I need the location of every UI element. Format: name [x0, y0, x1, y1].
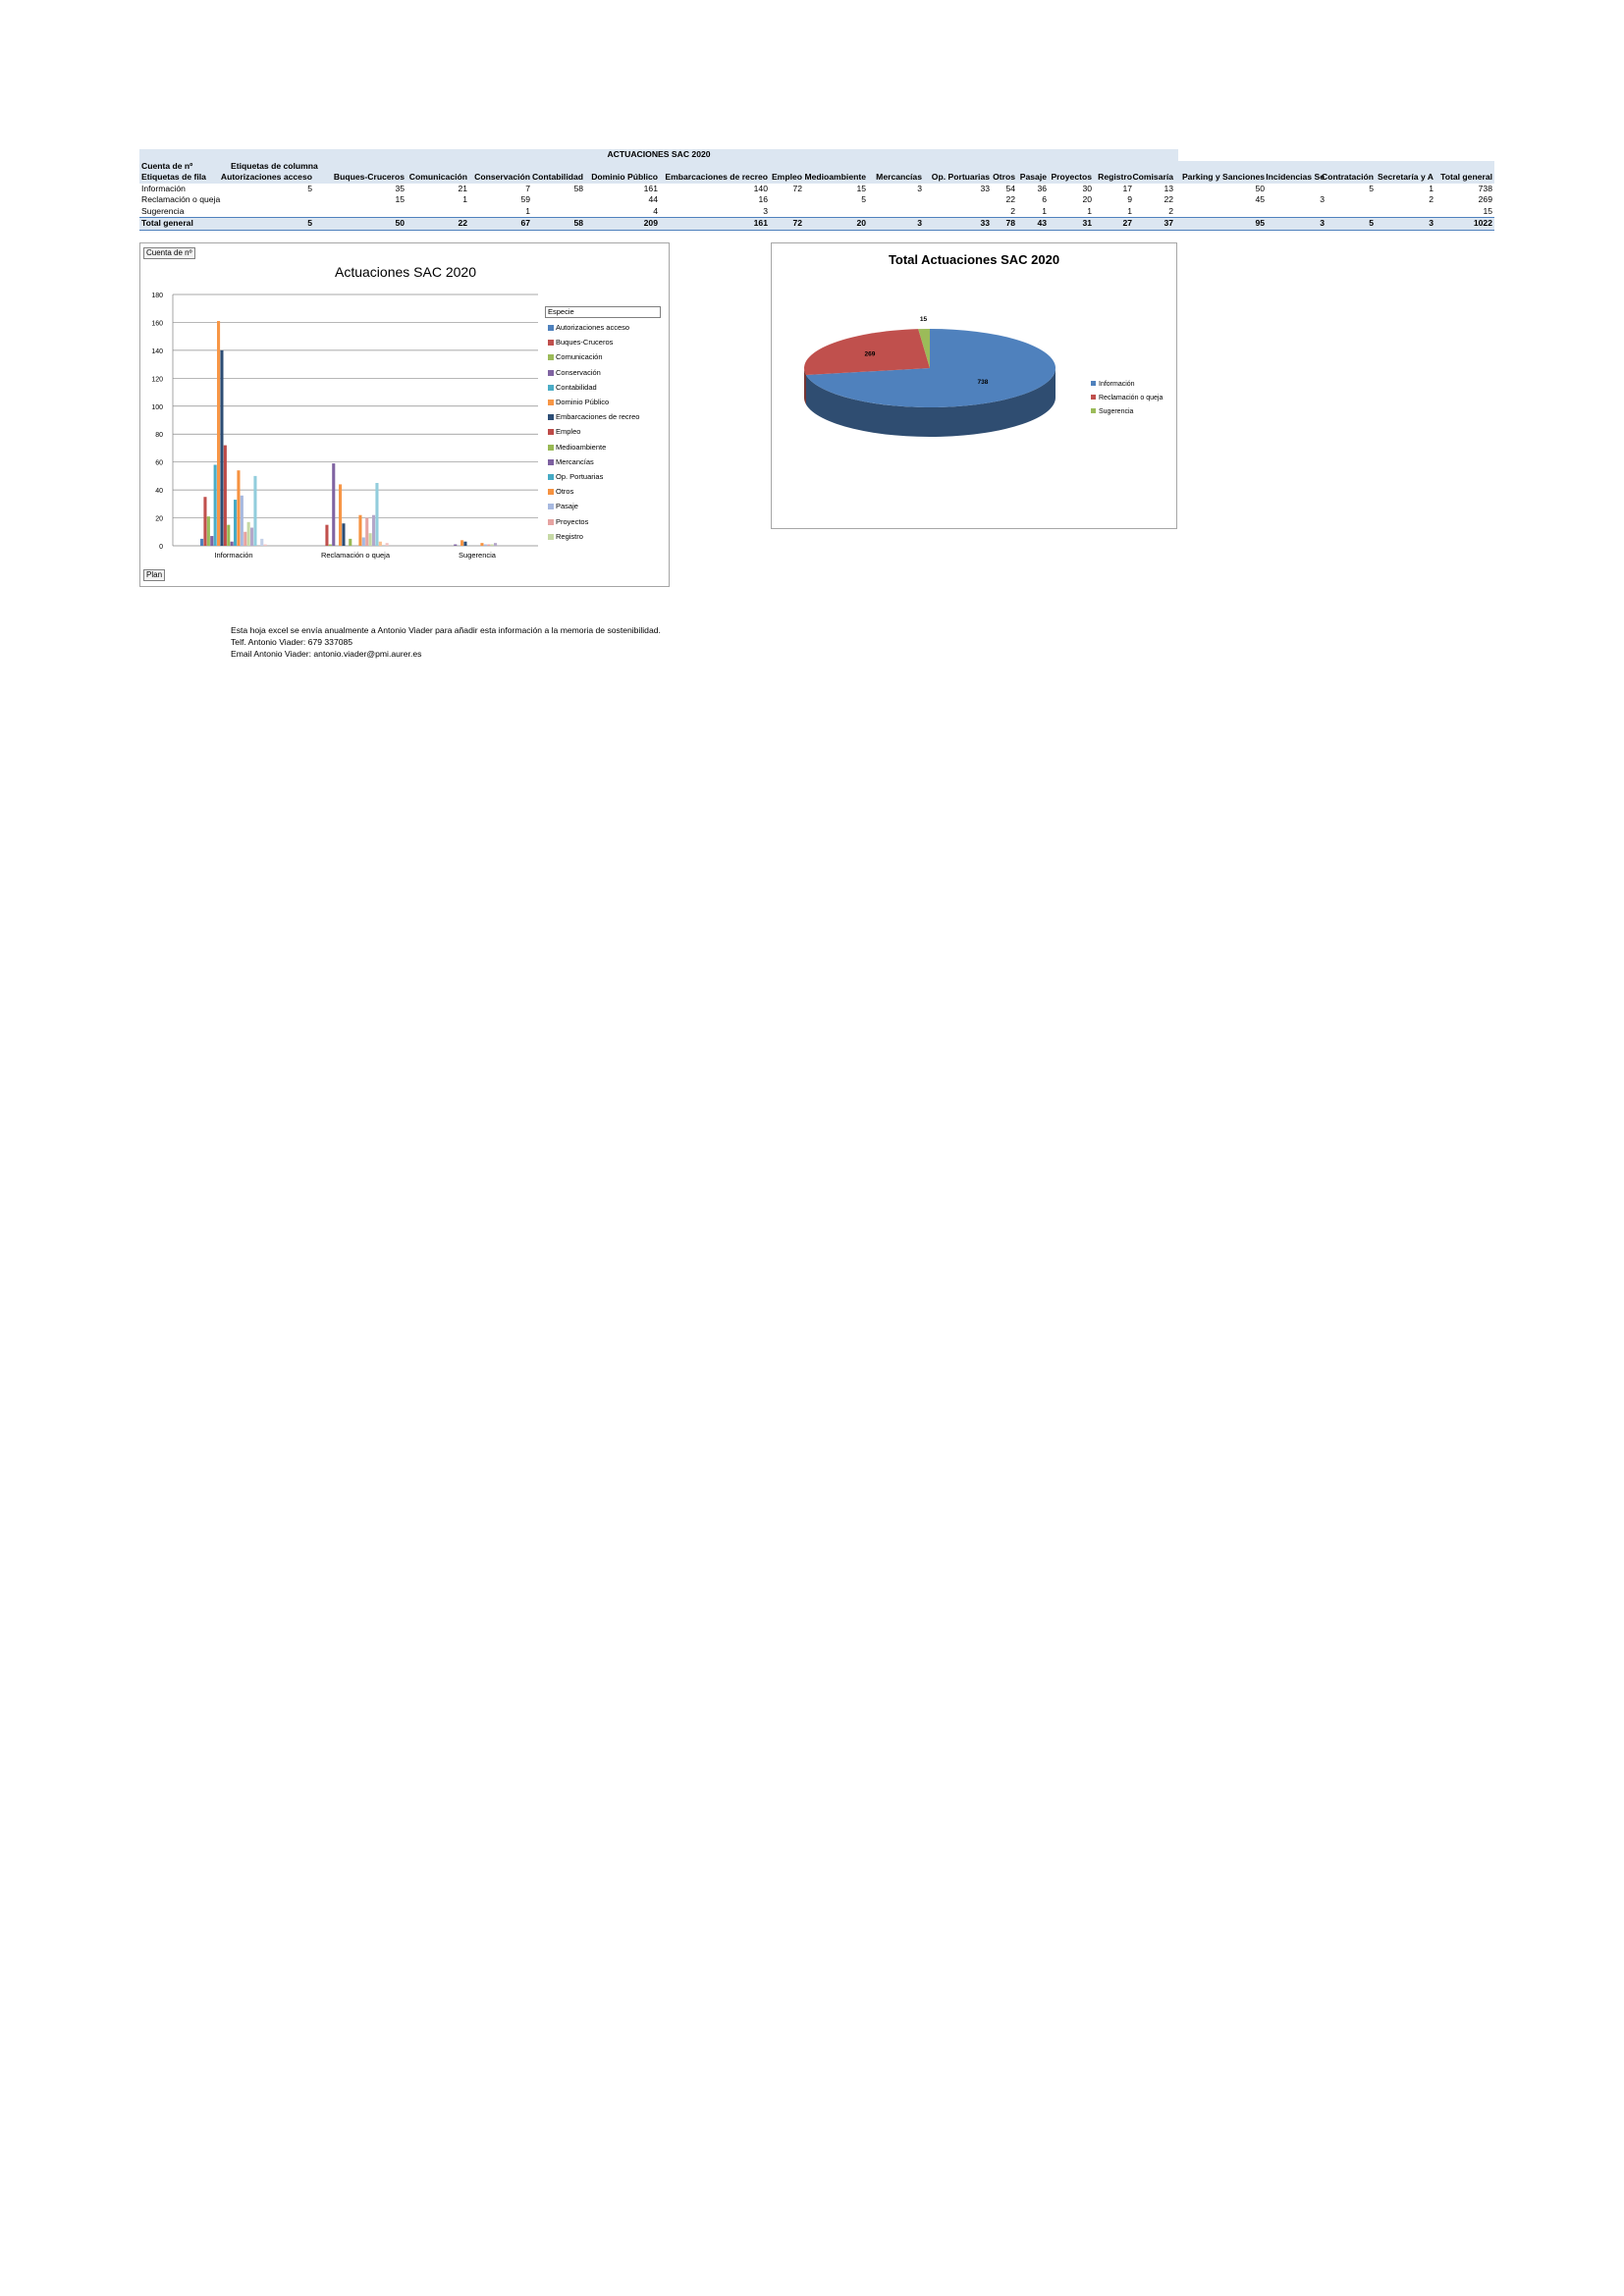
pivot-cell: 20 — [856, 218, 866, 228]
bar[interactable] — [247, 522, 250, 546]
pivot-cell: 58 — [573, 218, 583, 228]
pivot-row — [139, 194, 1494, 206]
bar[interactable] — [494, 543, 497, 546]
y-tick-label: 160 — [151, 320, 163, 328]
pivot-cell: 16 — [758, 194, 768, 204]
legend-entry — [548, 338, 613, 347]
report-filter-button[interactable]: Plan — [143, 569, 165, 581]
bar[interactable] — [487, 545, 490, 546]
legend-swatch — [548, 400, 554, 405]
bar[interactable] — [480, 543, 483, 546]
x-tick-label: Sugerencia — [459, 551, 496, 560]
legend-entry — [548, 323, 629, 332]
pivot-cell: 15 — [395, 194, 405, 204]
pivot-cell: 22 — [1005, 194, 1015, 204]
legend-swatch — [548, 429, 554, 435]
bar[interactable] — [325, 525, 328, 546]
pivot-cell: 4 — [653, 205, 658, 216]
bar[interactable] — [253, 476, 256, 546]
legend-label: Contabilidad — [556, 382, 597, 392]
pivot-column-header[interactable]: Total general — [1440, 172, 1492, 182]
legend-entry — [548, 383, 597, 392]
pivot-cell: 36 — [1037, 183, 1047, 193]
legend-swatch — [548, 459, 554, 465]
bar[interactable] — [200, 539, 203, 546]
pivot-column-header[interactable]: Buques-Cruceros — [333, 172, 405, 182]
pivot-cell: 50 — [395, 218, 405, 228]
pie-chart-title: Total Actuaciones SAC 2020 — [888, 252, 1060, 267]
y-tick-label: 60 — [155, 459, 163, 467]
pivot-column-header[interactable]: Embarcaciones de recreo — [665, 172, 768, 182]
pivot-total-row — [139, 217, 1494, 231]
bar[interactable] — [332, 463, 335, 546]
pivot-header-row-1 — [139, 161, 1494, 173]
pivot-cell: 161 — [753, 218, 768, 228]
pivot-cell: 140 — [753, 183, 768, 193]
bar[interactable] — [244, 532, 246, 546]
legend-label: Conservación — [556, 367, 601, 377]
pivot-column-header[interactable]: Empleo — [771, 172, 802, 182]
pivot-cell: 27 — [1122, 218, 1132, 228]
bar[interactable] — [250, 528, 253, 546]
y-tick-label: 0 — [159, 544, 163, 551]
pivot-column-header[interactable]: Secretaría y A — [1377, 172, 1434, 182]
pivot-cell: 67 — [520, 218, 530, 228]
bar[interactable] — [231, 542, 234, 546]
bar[interactable] — [463, 542, 466, 546]
bar[interactable] — [372, 515, 375, 546]
pivot-cell: 58 — [573, 183, 583, 193]
pivot-cell: 72 — [792, 183, 802, 193]
pivot-cell: 2 — [1429, 194, 1434, 204]
pivot-cell: 95 — [1255, 218, 1265, 228]
bar[interactable] — [369, 533, 372, 546]
pivot-cell: 17 — [1122, 183, 1132, 193]
pivot-cell: 44 — [648, 194, 658, 204]
pivot-row-label[interactable]: Total general — [141, 218, 193, 228]
y-tick-label: 100 — [151, 403, 163, 411]
bar[interactable] — [227, 525, 230, 546]
bar[interactable] — [210, 536, 213, 546]
legend-swatch — [548, 534, 554, 540]
legend-entry — [548, 517, 588, 526]
legend-entry — [548, 472, 603, 481]
pivot-cell: 35 — [395, 183, 405, 193]
bar-chart-legend — [545, 306, 663, 571]
pivot-cell: 30 — [1082, 183, 1092, 193]
pivot-cell: 1 — [1042, 205, 1047, 216]
pie-legend-swatch — [1091, 381, 1096, 386]
legend-entry — [548, 443, 606, 452]
pivot-column-area-label[interactable]: Etiquetas de columna — [231, 160, 318, 171]
pivot-cell: 1 — [1127, 205, 1132, 216]
pivot-cell: 54 — [1005, 183, 1015, 193]
legend-entry — [548, 368, 601, 377]
bar[interactable] — [207, 516, 210, 546]
pivot-column-header[interactable]: Comisaría — [1132, 172, 1173, 182]
x-tick-label: Reclamación o queja — [320, 551, 391, 560]
bar[interactable] — [386, 543, 389, 546]
pivot-column-header[interactable]: Contratación — [1322, 172, 1374, 182]
pie-data-label: 738 — [977, 379, 989, 387]
pivot-cell: 5 — [1369, 218, 1374, 228]
pivot-cell: 5 — [861, 194, 866, 204]
y-tick-label: 180 — [151, 293, 163, 299]
pivot-column-header[interactable]: Mercancías — [876, 172, 922, 182]
pivot-column-header[interactable]: Pasaje — [1019, 172, 1047, 182]
pivot-column-header[interactable]: Registro — [1098, 172, 1132, 182]
pivot-cell: 1 — [525, 205, 530, 216]
bar[interactable] — [217, 321, 220, 546]
pivot-row-label[interactable]: Información — [141, 183, 186, 193]
pivot-cell: 1 — [1087, 205, 1092, 216]
legend-label: Pasaje — [556, 502, 578, 511]
pivot-header-row-2 — [139, 172, 1494, 184]
legend-entry — [548, 502, 578, 510]
legend-label: Autorizaciones acceso — [556, 323, 630, 332]
legend-label: Embarcaciones de recreo — [556, 412, 640, 422]
pie-legend-label: Sugerencia — [1099, 408, 1134, 415]
pivot-cell: 1 — [1429, 183, 1434, 193]
pivot-cell: 5 — [307, 218, 312, 228]
bar[interactable] — [237, 470, 240, 546]
pivot-cell: 5 — [1369, 183, 1374, 193]
legend-label: Buques-Cruceros — [556, 338, 614, 347]
pivot-cell: 3 — [763, 205, 768, 216]
legend-swatch — [548, 504, 554, 509]
legend-swatch — [548, 519, 554, 525]
bar[interactable] — [491, 545, 494, 546]
pivot-row-area-label[interactable]: Etiquetas de fila — [141, 172, 206, 182]
bar[interactable] — [224, 446, 227, 546]
bar[interactable] — [342, 523, 345, 546]
bar[interactable] — [220, 350, 223, 546]
pivot-cell: 72 — [792, 218, 802, 228]
bar[interactable] — [203, 497, 206, 546]
pivot-column-header[interactable]: Dominio Público — [591, 172, 658, 182]
pivot-row — [139, 206, 1494, 218]
legend-swatch — [548, 489, 554, 495]
bar[interactable] — [214, 465, 217, 546]
pivot-cell: 161 — [643, 183, 658, 193]
pivot-column-header[interactable]: Comunicación — [408, 172, 467, 182]
legend-label: Medioambiente — [556, 442, 607, 452]
pivot-cell: 2 — [1168, 205, 1173, 216]
pivot-column-header[interactable]: Medioambiente — [804, 172, 866, 182]
pivot-column-header[interactable]: Incidencias Se — [1266, 172, 1325, 182]
pivot-row-label[interactable]: Reclamación o queja — [141, 194, 221, 204]
legend-swatch — [548, 354, 554, 360]
bar[interactable] — [339, 484, 342, 546]
bar[interactable] — [484, 545, 487, 546]
pivot-cell: 738 — [1478, 183, 1492, 193]
pivot-row-label[interactable]: Sugerencia — [141, 205, 185, 216]
bar[interactable] — [365, 518, 368, 546]
bar[interactable] — [264, 545, 267, 546]
legend-swatch — [548, 370, 554, 376]
pivot-cell: 22 — [458, 218, 467, 228]
pivot-cell: 37 — [1164, 218, 1173, 228]
pivot-cell: 33 — [980, 218, 990, 228]
notes-block — [231, 624, 661, 660]
pivot-cell: 31 — [1082, 218, 1092, 228]
note-line-2: Telf. Antonio Viader: 679 337085 — [231, 637, 353, 647]
pie-data-label: 269 — [864, 350, 876, 358]
pivot-cell: 22 — [1164, 194, 1173, 204]
pivot-column-header[interactable]: Conservación — [474, 172, 530, 182]
pivot-column-header[interactable]: Proyectos — [1051, 172, 1092, 182]
pivot-cell: 2 — [1010, 205, 1015, 216]
legend-entry — [548, 352, 603, 361]
bar[interactable] — [241, 496, 244, 546]
pivot-cell: 15 — [856, 183, 866, 193]
pivot-cell: 3 — [1429, 218, 1434, 228]
pivot-cell: 15 — [1483, 205, 1492, 216]
legend-entry — [548, 487, 573, 496]
pivot-column-header[interactable]: Contabilidad — [531, 172, 583, 182]
pivot-cell: 45 — [1255, 194, 1265, 204]
pivot-cell: 5 — [307, 183, 312, 193]
pivot-column-header[interactable]: Otros — [993, 172, 1015, 182]
legend-swatch — [548, 325, 554, 331]
legend-entry — [548, 398, 609, 406]
bar[interactable] — [454, 545, 457, 546]
pie-data-label: 15 — [919, 316, 928, 324]
bar-chart-frame[interactable] — [139, 242, 670, 587]
legend-label: Proyectos — [556, 516, 589, 526]
pie-legend-swatch — [1091, 408, 1096, 413]
legend-label: Dominio Público — [556, 398, 610, 406]
legend-entry — [548, 412, 639, 421]
y-tick-label: 140 — [151, 347, 163, 355]
pivot-cell: 6 — [1042, 194, 1047, 204]
y-tick-label: 80 — [155, 432, 163, 440]
note-line-1: Esta hoja excel se envía anualmente a Antonio Viader para añadir esta información a la memoria de sostenibilidad. — [231, 625, 661, 635]
pie-legend-swatch — [1091, 395, 1096, 400]
pivot-cell: 43 — [1037, 218, 1047, 228]
pivot-cell: 3 — [917, 183, 922, 193]
pie-legend-label: Información — [1099, 381, 1135, 388]
pivot-column-header[interactable]: Parking y Sanciones — [1181, 172, 1265, 182]
legend-swatch — [548, 414, 554, 420]
bar[interactable] — [234, 500, 237, 546]
pivot-table — [139, 149, 1494, 231]
legend-swatch — [548, 445, 554, 451]
bar[interactable] — [349, 539, 352, 546]
bar[interactable] — [260, 539, 263, 546]
legend-label: Comunicación — [556, 352, 603, 362]
y-tick-label: 40 — [155, 488, 163, 496]
pivot-column-header[interactable]: Op. Portuarias — [931, 172, 990, 182]
legend-swatch — [548, 340, 554, 346]
pivot-banner: ACTUACIONES SAC 2020 — [139, 149, 1178, 161]
legend-swatch — [548, 474, 554, 480]
bar[interactable] — [460, 540, 463, 546]
pivot-cell: 1022 — [1473, 218, 1492, 228]
pivot-cell: 59 — [520, 194, 530, 204]
note-line-3: Email Antonio Viader: antonio.viader@pmi.aurer.es — [231, 649, 422, 659]
pivot-value-field[interactable]: Cuenta de nº — [141, 160, 193, 171]
legend-label: Otros — [556, 487, 574, 497]
bar[interactable] — [362, 537, 365, 546]
legend-label: Empleo — [556, 427, 581, 437]
pivot-row — [139, 184, 1494, 195]
pivot-cell: 9 — [1127, 194, 1132, 204]
legend-field-button[interactable]: Especie — [545, 306, 661, 318]
pivot-cell: 50 — [1255, 183, 1265, 193]
bar[interactable] — [379, 542, 382, 546]
y-tick-label: 20 — [155, 515, 163, 523]
legend-label: Registro — [556, 531, 583, 541]
legend-label: Op. Portuarias — [556, 472, 604, 481]
pivot-cell: 209 — [643, 218, 658, 228]
legend-swatch — [548, 385, 554, 391]
pivot-column-header[interactable]: Autorizaciones acceso — [220, 172, 312, 182]
x-tick-label: Información — [214, 551, 253, 560]
pivot-cell: 20 — [1082, 194, 1092, 204]
pivot-cell: 3 — [917, 218, 922, 228]
bar[interactable] — [358, 515, 361, 546]
pie-chart — [772, 243, 1176, 528]
pivot-cell: 1 — [462, 194, 467, 204]
bar-chart-title: Actuaciones SAC 2020 — [335, 264, 476, 280]
pie-legend-label: Reclamación o queja — [1099, 395, 1164, 401]
bar[interactable] — [329, 545, 332, 546]
pivot-cell: 21 — [458, 183, 467, 193]
pivot-cell: 7 — [525, 183, 530, 193]
pie-chart-frame[interactable] — [771, 242, 1177, 529]
value-field-button[interactable]: Cuenta de nº — [143, 247, 195, 259]
y-tick-label: 120 — [151, 376, 163, 384]
legend-label: Mercancías — [556, 456, 594, 466]
legend-entry — [548, 532, 583, 541]
pivot-cell: 13 — [1164, 183, 1173, 193]
pivot-cell: 269 — [1478, 194, 1492, 204]
pivot-cell: 3 — [1320, 218, 1325, 228]
pivot-cell: 3 — [1320, 194, 1325, 204]
legend-entry — [548, 427, 580, 436]
pivot-cell: 33 — [980, 183, 990, 193]
legend-entry — [548, 457, 594, 466]
bar[interactable] — [375, 483, 378, 546]
pivot-cell: 78 — [1005, 218, 1015, 228]
